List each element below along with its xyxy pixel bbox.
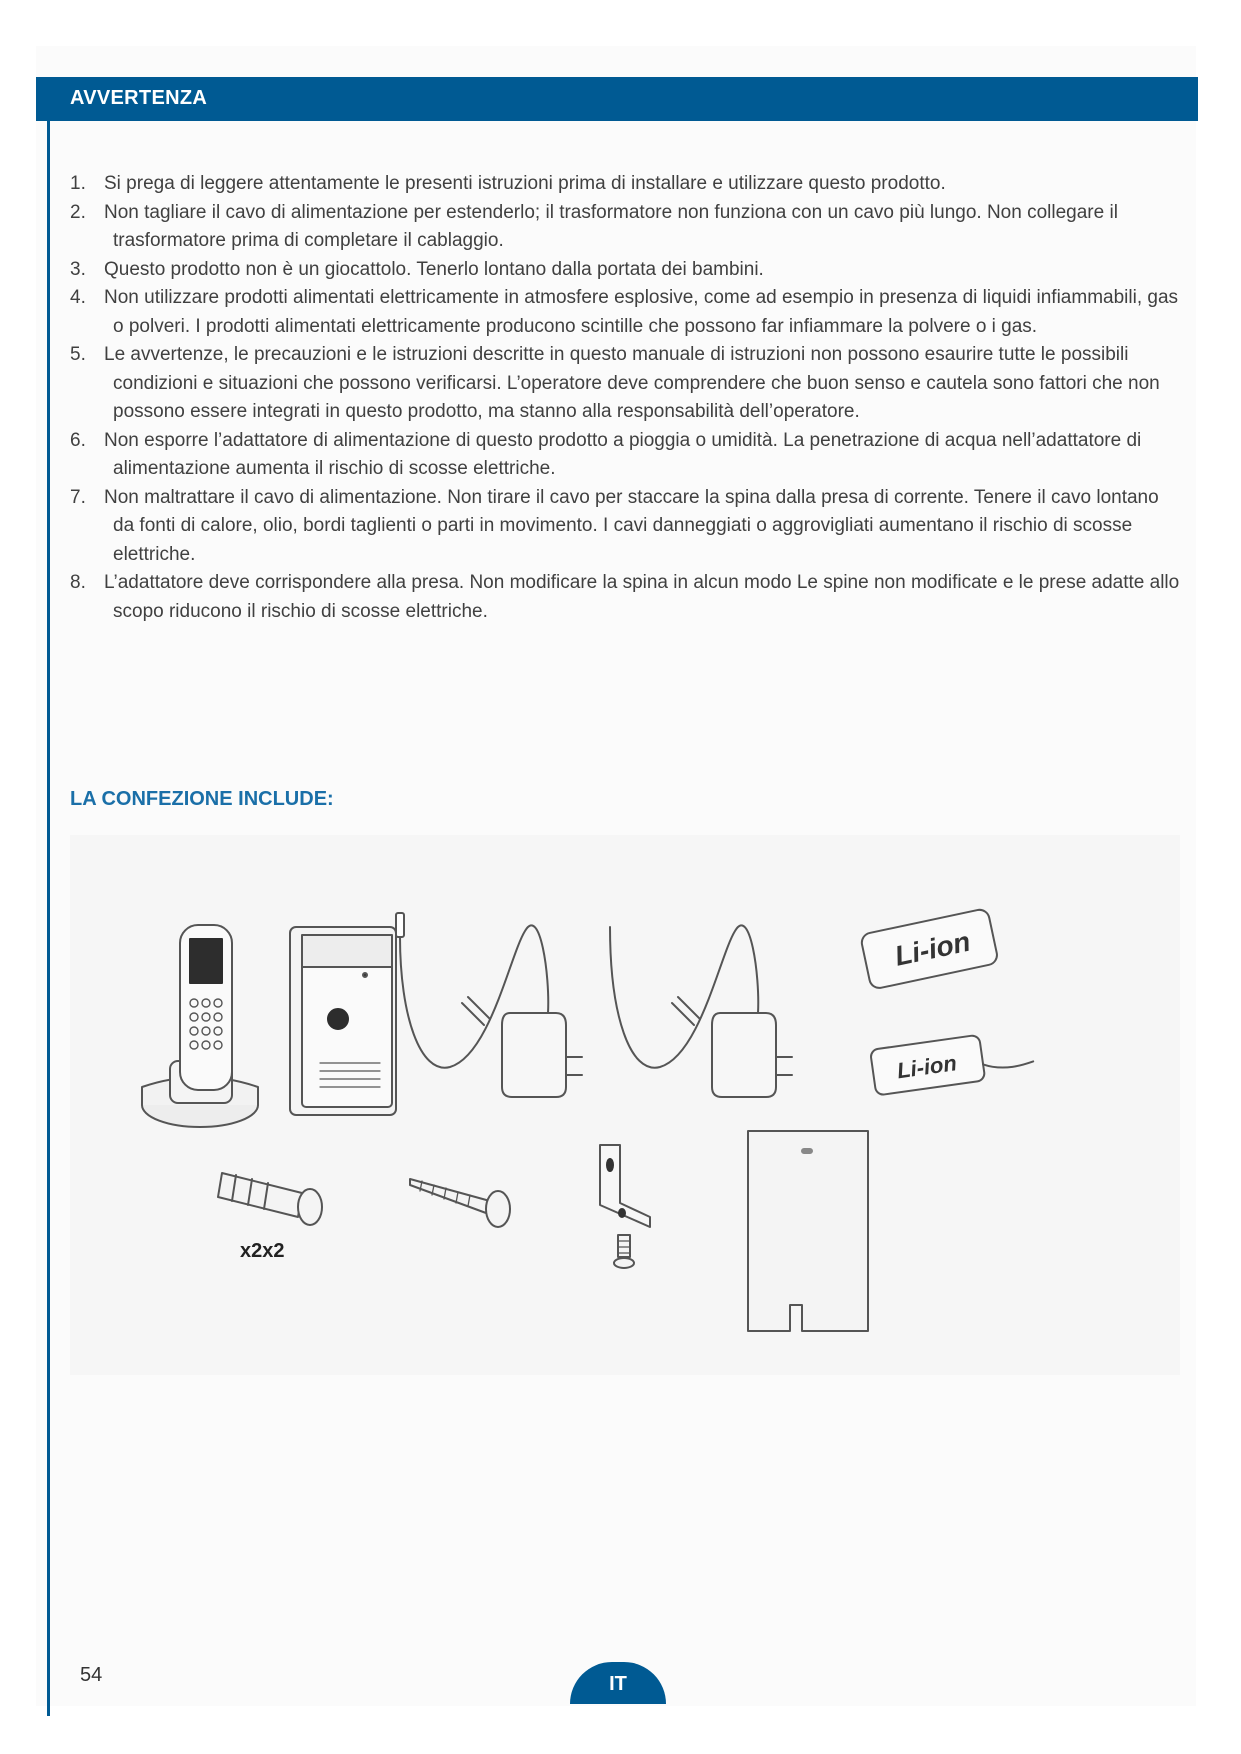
power-adapter-usb-illustration (396, 913, 582, 1097)
warning-item (70, 170, 1180, 199)
warning-item (70, 341, 1180, 427)
handset-with-base-illustration (142, 925, 258, 1127)
language-tab: IT (570, 1662, 666, 1704)
mounting-bracket-illustration (600, 1145, 650, 1268)
warning-item (70, 484, 1180, 570)
anchor-quantity-label: x2x2 (240, 1240, 285, 1262)
warning-item (70, 199, 1180, 256)
warning-text: Si prega di leggere attentamente le presenti istruzioni prima di installare e utilizzare questo prodotto. (104, 173, 946, 194)
outdoor-unit-illustration (290, 927, 396, 1115)
warning-header-bar (36, 77, 1198, 121)
warning-item (70, 256, 1180, 285)
warning-number: 3. (70, 258, 86, 280)
warning-text: Non tagliare il cavo di alimentazione per estenderlo; il trasformatore non funziona con un cavo più lungo. Non collegare il trasformatore prima di completare il cablaggio. (104, 201, 1118, 251)
warning-item (70, 427, 1180, 484)
wall-anchor-illustration (218, 1173, 322, 1262)
warning-item (70, 284, 1180, 341)
warning-list (70, 170, 1180, 626)
warning-number: 1. (70, 173, 86, 194)
screw-illustration (410, 1179, 510, 1227)
warning-item (70, 569, 1180, 626)
package-contents-figure (70, 835, 1180, 1375)
warning-text: Le avvertenze, le precauzioni e le istruzioni descritte in questo manuale di istruzioni non possono esaurire tutte le possibili condizioni e situazioni che possono verificarsi. L’operatore deve comprendere che buon senso e cautela sono fattori che non possono essere integrati in questo prodotto, ma stanno alla responsabilità dell’operatore. (104, 344, 1160, 422)
package-contents-title: LA CONFEZIONE INCLUDE: (70, 788, 334, 810)
warning-title: AVVERTENZA (70, 87, 208, 109)
warning-number: 6. (70, 429, 86, 451)
warning-text: Non maltrattare il cavo di alimentazione. Non tirare il cavo per staccare la spina dalla presa di corrente. Tenere il cavo lontano da fonti di calore, olio, bordi taglienti o parti in movimento. I cavi danneggiati o aggrovigliati aumentano il rischio di scosse elettriche. (104, 486, 1159, 565)
page-number: 54 (80, 1664, 103, 1686)
battery-label: Li-ion (892, 925, 974, 972)
warning-text: Questo prodotto non è un giocattolo. Tenerlo lontano dalla portata dei bambini. (104, 258, 764, 280)
power-adapter-wired-illustration (610, 925, 792, 1097)
warning-text: Non utilizzare prodotti alimentati elettricamente in atmosfere esplosive, come ad esempio in presenza di liquidi infiammabili, gas o polveri. I prodotti alimentati elettricamente producono scintille che possono far infiammare la polvere o i gas. (104, 287, 1179, 337)
wall-plate-illustration (748, 1131, 868, 1331)
warning-text: Non esporre l’adattatore di alimentazione di questo prodotto a pioggia o umidità. La penetrazione di acqua nell’adattatore di alimentazione aumenta il rischio di scosse elettriche. (104, 429, 1142, 479)
warning-number: 8. (70, 572, 86, 593)
warning-number: 5. (70, 344, 86, 365)
warning-number: 4. (70, 287, 86, 308)
warning-text: L’adattatore deve corrispondere alla presa. Non modificare la spina in alcun modo Le spine non modificate e le prese adatte allo scopo riducono il rischio di scosse elettriche. (104, 572, 1180, 622)
warning-number: 7. (70, 486, 86, 508)
warning-number: 2. (70, 201, 86, 223)
battery-illustration (860, 908, 1035, 1096)
battery-label: Li-ion (895, 1050, 959, 1084)
left-accent-rule (47, 121, 50, 1716)
